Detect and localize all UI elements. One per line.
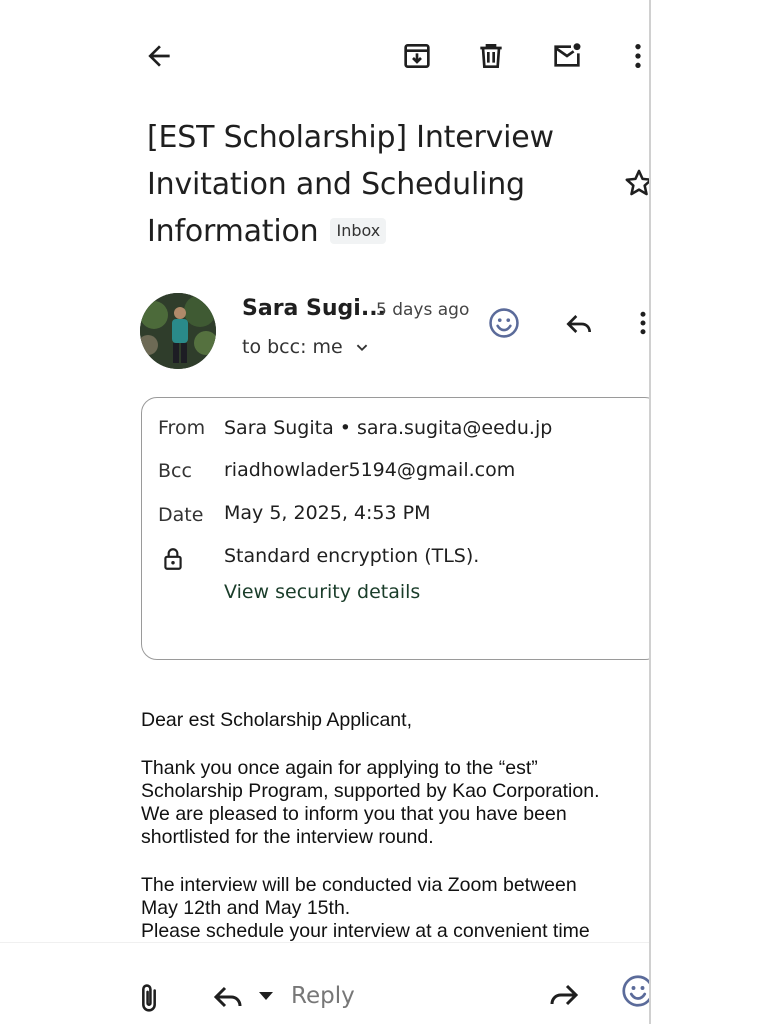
body-line: shortlisted for the interview round. [141, 826, 434, 848]
reply-icon[interactable] [208, 979, 248, 1015]
add-reaction-button[interactable] [484, 303, 524, 343]
inbox-label-chip[interactable]: Inbox [330, 218, 386, 244]
date-value: May 5, 2025, 4:53 PM [224, 502, 431, 524]
bcc-value: riadhowlader5194@gmail.com [224, 459, 516, 481]
body-line: Please schedule your interview at a convenient time [141, 920, 590, 942]
mark-unread-button[interactable] [547, 36, 587, 76]
email-paragraph [141, 757, 646, 849]
sent-time: 5 days ago [376, 300, 470, 320]
subject-line: [EST Scholarship] Interview [147, 120, 554, 155]
archive-button[interactable] [397, 36, 437, 76]
back-button[interactable] [139, 36, 179, 76]
delete-icon [475, 40, 507, 72]
message-details-card [141, 397, 650, 660]
reply-field[interactable]: Reply [291, 983, 355, 1009]
lock-icon [160, 546, 186, 572]
emoji-icon[interactable] [620, 973, 650, 1009]
sender-avatar[interactable] [140, 293, 216, 369]
top-toolbar [0, 0, 650, 112]
delete-button[interactable] [471, 36, 511, 76]
caret-down-icon[interactable] [256, 989, 276, 1003]
screen-edge-divider [649, 0, 651, 1024]
from-label: From [158, 417, 206, 439]
body-line: We are pleased to inform you that you have been [141, 803, 567, 825]
email-paragraph [141, 874, 646, 943]
subject-line-text: Information [147, 214, 319, 249]
body-line: The interview will be conducted via Zoom between [141, 874, 577, 896]
body-line: Thank you once again for applying to the “est” [141, 757, 538, 779]
reply-button[interactable] [558, 303, 600, 345]
from-value: Sara Sugita • sara.sugita@eedu.jp [224, 417, 553, 439]
more-vert-icon [628, 308, 650, 338]
reply-icon [563, 308, 595, 340]
mark-unread-icon [551, 40, 583, 72]
sender-name[interactable]: Sara Sugi... [242, 296, 386, 321]
emoji-icon [487, 306, 521, 340]
bcc-label: Bcc [158, 460, 192, 482]
chevron-down-icon [351, 336, 373, 358]
star-icon[interactable] [622, 166, 650, 200]
more-options-button[interactable] [618, 36, 650, 76]
reply-bar [0, 942, 650, 1024]
body-line: May 12th and May 15th. [141, 897, 351, 919]
encryption-text: Standard encryption (TLS). [224, 545, 480, 567]
back-arrow-icon [143, 40, 175, 72]
recipients-text: to bcc: me [242, 336, 343, 358]
message-more-button[interactable] [628, 303, 650, 343]
subject-line: Invitation and Scheduling [147, 167, 525, 202]
more-vert-icon [622, 40, 650, 72]
body-line: Scholarship Program, supported by Kao Corporation. [141, 780, 600, 802]
recipients-toggle[interactable] [242, 336, 373, 358]
date-label: Date [158, 504, 204, 526]
email-greeting: Dear est Scholarship Applicant, [141, 709, 412, 731]
attachment-icon[interactable] [132, 979, 166, 1019]
email-subject [147, 114, 617, 255]
subject-line [147, 208, 617, 255]
archive-icon [401, 40, 433, 72]
view-security-details-link[interactable]: View security details [224, 581, 421, 603]
avatar-photo [140, 293, 216, 369]
forward-icon[interactable] [546, 977, 582, 1013]
